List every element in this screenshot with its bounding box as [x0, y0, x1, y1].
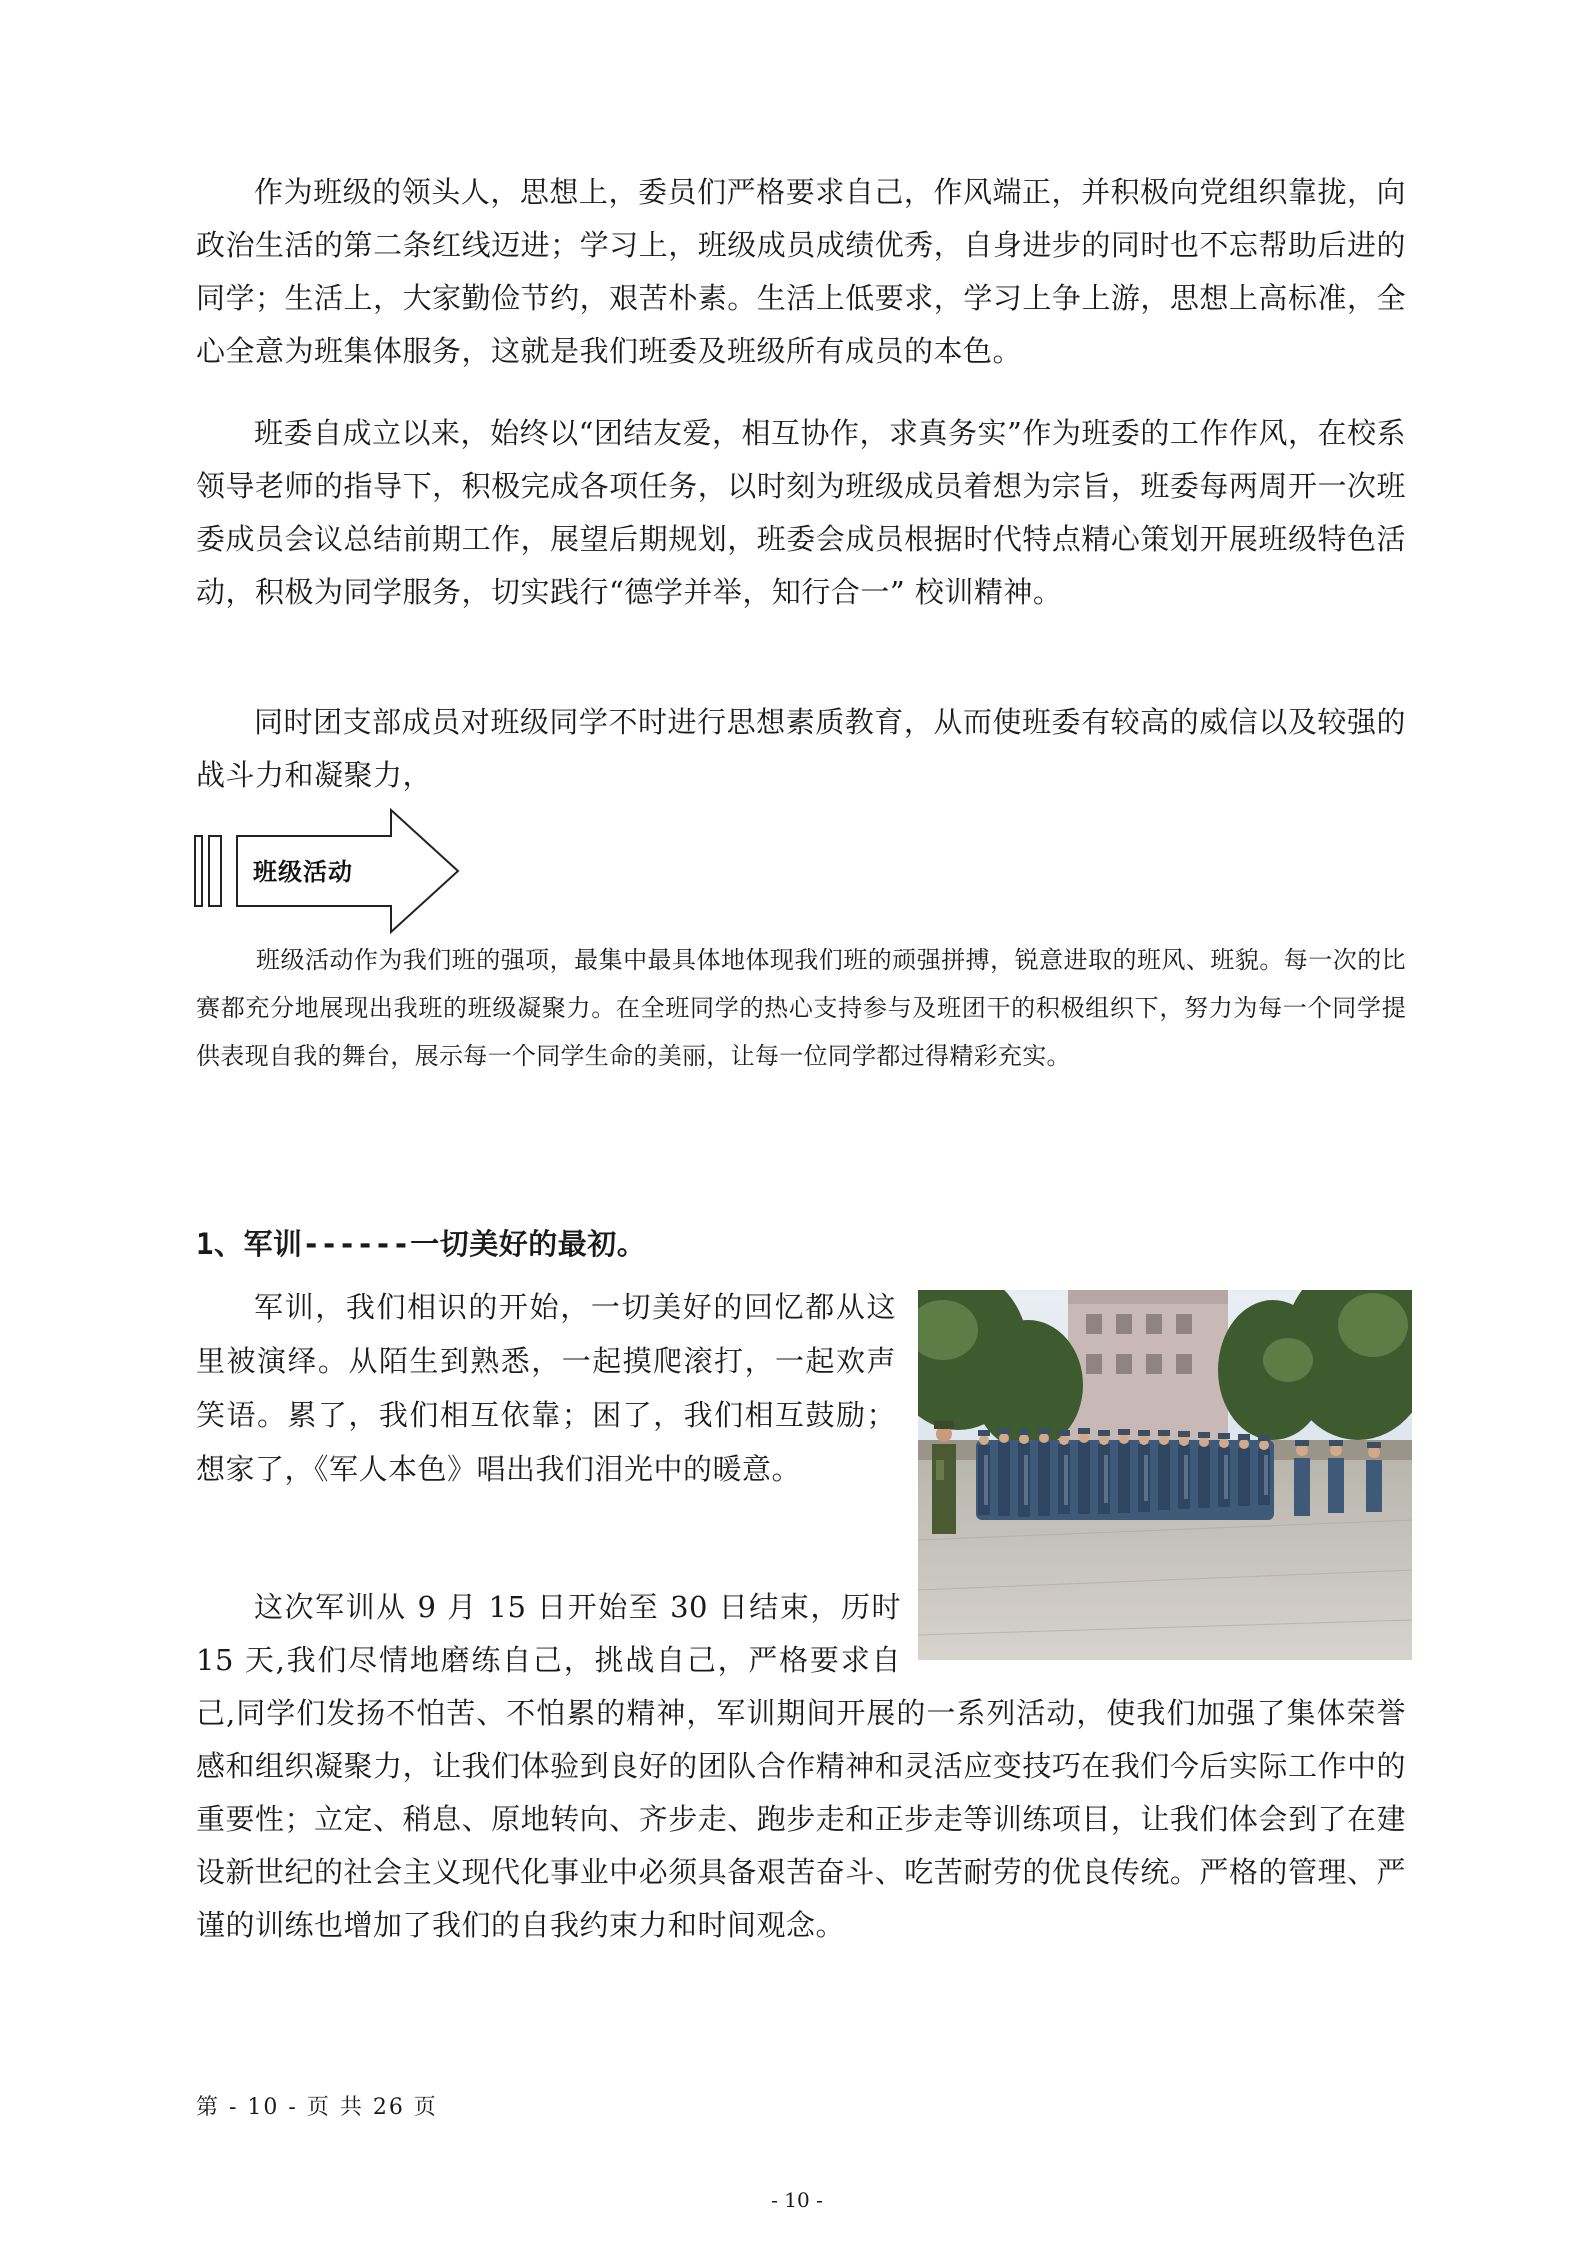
paragraph-committee-style: 班委自成立以来，始终以“团结友爱，相互协作，求真务实”作为班委的工作作风，在校系领导老师的指导下，积极完成各项任务，以时刻为班级成员着想为宗旨，班委每两周开一次班委成员会议总结前期工作，展望后期规划，班委会成员根据时代特点精心策划开展班级特色活动，积极为同学服务，切实践行“德学并举，知行合一” 校训精神。: [196, 416, 1406, 609]
footer-page-info: 第 - 10 - 页 共 26 页: [196, 2095, 438, 2120]
section-banner-arrow: [193, 808, 463, 936]
paragraph-military-training-details: [196, 1581, 1406, 1952]
paragraph-class-activities: 班级活动作为我们班的强项，最集中最具体地体现我们班的顽强拼搏，锐意进取的班风、班貌。每一次的比赛都充分地展现出我班的班级凝聚力。在全班同学的热心支持参与及班团干的积极组织下，努力为每一个同学提供表现自我的舞台，展示每一个同学生命的美丽，让每一位同学都过得精彩充实。: [196, 946, 1406, 1070]
paragraph-league-education: 同时团支部成员对班级同学不时进行思想素质教育，从而使班委有较高的威信以及较强的战斗力和凝聚力，: [196, 705, 1406, 792]
paragraph-committee-role: 作为班级的领头人，思想上，委员们严格要求自己，作风端正，并积极向党组织靠拢，向政治生活的第二条红线迈进；学习上，班级成员成绩优秀，自身进步的同时也不忘帮助后进的同学；生活上，大家勤俭节约，艰苦朴素。生活上低要求，学习上争上游，思想上高标准，全心全意为班集体服务，这就是我们班委及班级所有成员的本色。: [196, 175, 1406, 368]
banner-label: 班级活动: [253, 858, 353, 886]
military-training-details-text: 这次军训从 9 月 15 日开始至 30 日结束，历时 15 天,我们尽情地磨练自己，挑战自己，严格要求自己,同学们发扬不怕苦、不怕累的精神，军训期间开展的一系列活动，使我们加强了集体荣誉感和组织凝聚力，让我们体验到良好的团队合作精神和灵活应变技巧在我们今后实际工作中的重要性；立定、稍息、原地转向、齐步走、跑步走和正步走等训练项目，让我们体会到了在建设新世纪的社会主义现代化事业中必须具备艰苦奋斗、吃苦耐劳的优良传统。严格的管理、严谨的训练也增加了我们的自我约束力和时间观念。: [196, 1590, 1406, 1942]
photo-wrap-spacer: [901, 1581, 1406, 1671]
paragraph-military-training-intro: 军训，我们相识的开始，一切美好的回忆都从这里被演绎。从陌生到熟悉，一起摸爬滚打，一起欢声笑语。累了，我们相互依靠；困了，我们相互鼓励；想家了，《军人本色》唱出我们泪光中的暖意。: [196, 1290, 896, 1486]
page-number: - 10 -: [771, 2188, 823, 2212]
section-heading-military-training: 1、军训------一切美好的最初。: [196, 1227, 647, 1261]
